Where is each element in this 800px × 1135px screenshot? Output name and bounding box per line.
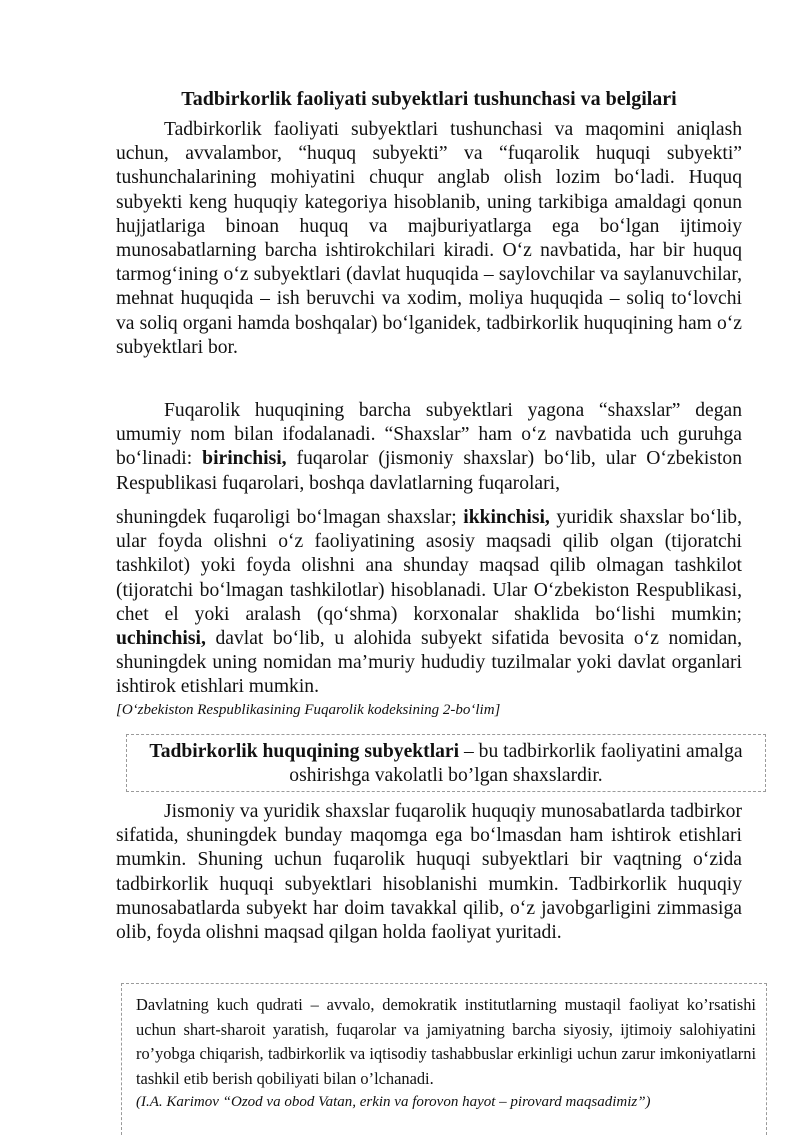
bold-term-third: uchinchisi, [116,628,206,650]
paragraph-text: Fuqarolik huquqining barcha subyektlari yagona “shaxslar” degan umumiy nom bilan ifodalanadi. “Shaxslar” ham o‘z navbatida uch guruhga bo‘linadi: [116,400,742,470]
paragraph-text: fuqarolar (jismoniy shaxslar) bo‘lib, ular O‘zbekiston Respublikasi fuqarolari, boshqa davlatlarning fuqarolari, [116,448,742,494]
paragraph-text: davlat bo‘lib, u alohida subyekt sifatida bevosita o‘z nomidan, shuningdek uning nomidan ma’muriy hududiy tuzilmalar yoki davlat organlari ishtirok etishlari mumkin. [116,628,742,698]
quote-text: Davlatning kuch qudrati – avvalo, demokratik institutlarning mustaqil faoliyat ko’rsatishi uchun shart-sharoit yaratish, fuqarolar va jamiyatning barcha siyosiy, ijtimoiy salohiyatini ro’yobga chiqarish, tadbirkorlik va iqtisodiy tashabbuslar erkinligi uchun zarur imkoniyatlarni tashkil etib berish qobiliyati bilan o’lchanadi. [136,995,756,1088]
paragraph-persons-continued [116,506,742,700]
paragraph-entrepreneur-subjects: Jismoniy va yuridik shaxslar fuqarolik huquqiy munosabatlarda tadbirkor sifatida, shuningdek bunday maqomga ega bo‘lmasdan ham ishtirok etishlari mumkin. Shuning uchun fuqarolik huquqi subyektlari bir vaqtning o‘zida tadbirkorlik huquqi subyektlari hisoblanishi mumkin. Tadbirkorlik huquqiy munosabatlarda subyekt har doim tavakkal qilib, o‘z javobgarligini zimmasiga olib, foyda olishni maqsad qilgan holda faoliyat yuritadi. [116,801,742,944]
paragraph-subject-concept: Tadbirkorlik faoliyati subyektlari tushunchasi va maqomini aniqlash uchun, avvalambor, “huquq subyekti” va “fuqarolik huquqi subyekti” tushunchalarining mohiyatini chuqur anglab olish lozim bo‘ladi. Huquq subyekti keng huquqiy kategoriya hisoblanib, uning tarkibiga amaldagi qonun hujjatlariga binoan huquq va majburiyatlarga ega bo‘lgan ijtimoiy munosabatlarning barcha ishtirokchilari kiradi. O‘z navbatida, har bir huquq tarmog‘ining o‘z subyektlari (davlat huquqida – saylovchilar va saylanuvchilar, mehnat huquqida – ish beruvchi va xodim, moliya huquqida – soliq to‘lovchi va soliq organi hamda boshqalar) bo‘lganidek, tadbirkorlik huquqining ham o‘z subyektlari bor. [116,119,742,358]
paragraph-text: yuridik shaxslar bo‘lib, ular foyda olishni o‘z faoliyatining asosiy maqsadi qilib olgan (tijoratchi tashkilot) yoki foyda olishni ana shunday maqsad qilib olmagan tashkilot (tijoratchi bo‘lmagan tashkilotlar) hisoblanadi. Ular O‘zbekiston Respublikasi, chet el yoki aralash (qo‘shma) korxonalar shaklida bo‘lishi mumkin; [116,507,742,625]
paragraph-text: shuningdek fuqaroligi bo‘lmagan shaxslar; [116,507,464,528]
definition-box [126,734,766,792]
section-title: Tadbirkorlik faoliyati subyektlari tushunchasi va belgilari [181,88,677,110]
source-reference: [O‘zbekiston Respublikasining Fuqarolik kodeksining 2-bo‘lim] [116,702,501,718]
definition-text: – bu tadbirkorlik faoliyatini amalga oshirishga vakolatli bo’lgan shaxslardir. [289,741,743,786]
bold-term-first: birinchisi, [202,448,287,470]
quote-box [121,983,767,1135]
bold-term-second: ikkinchisi, [463,507,550,528]
paragraph-persons-groups [116,399,742,496]
quote-citation: (I.A. Karimov “Ozod va obod Vatan, erkin va forovon hayot – pirovard maqsadimiz”) [136,1094,651,1111]
definition-term: Tadbirkorlik huquqining subyektlari [149,741,460,762]
